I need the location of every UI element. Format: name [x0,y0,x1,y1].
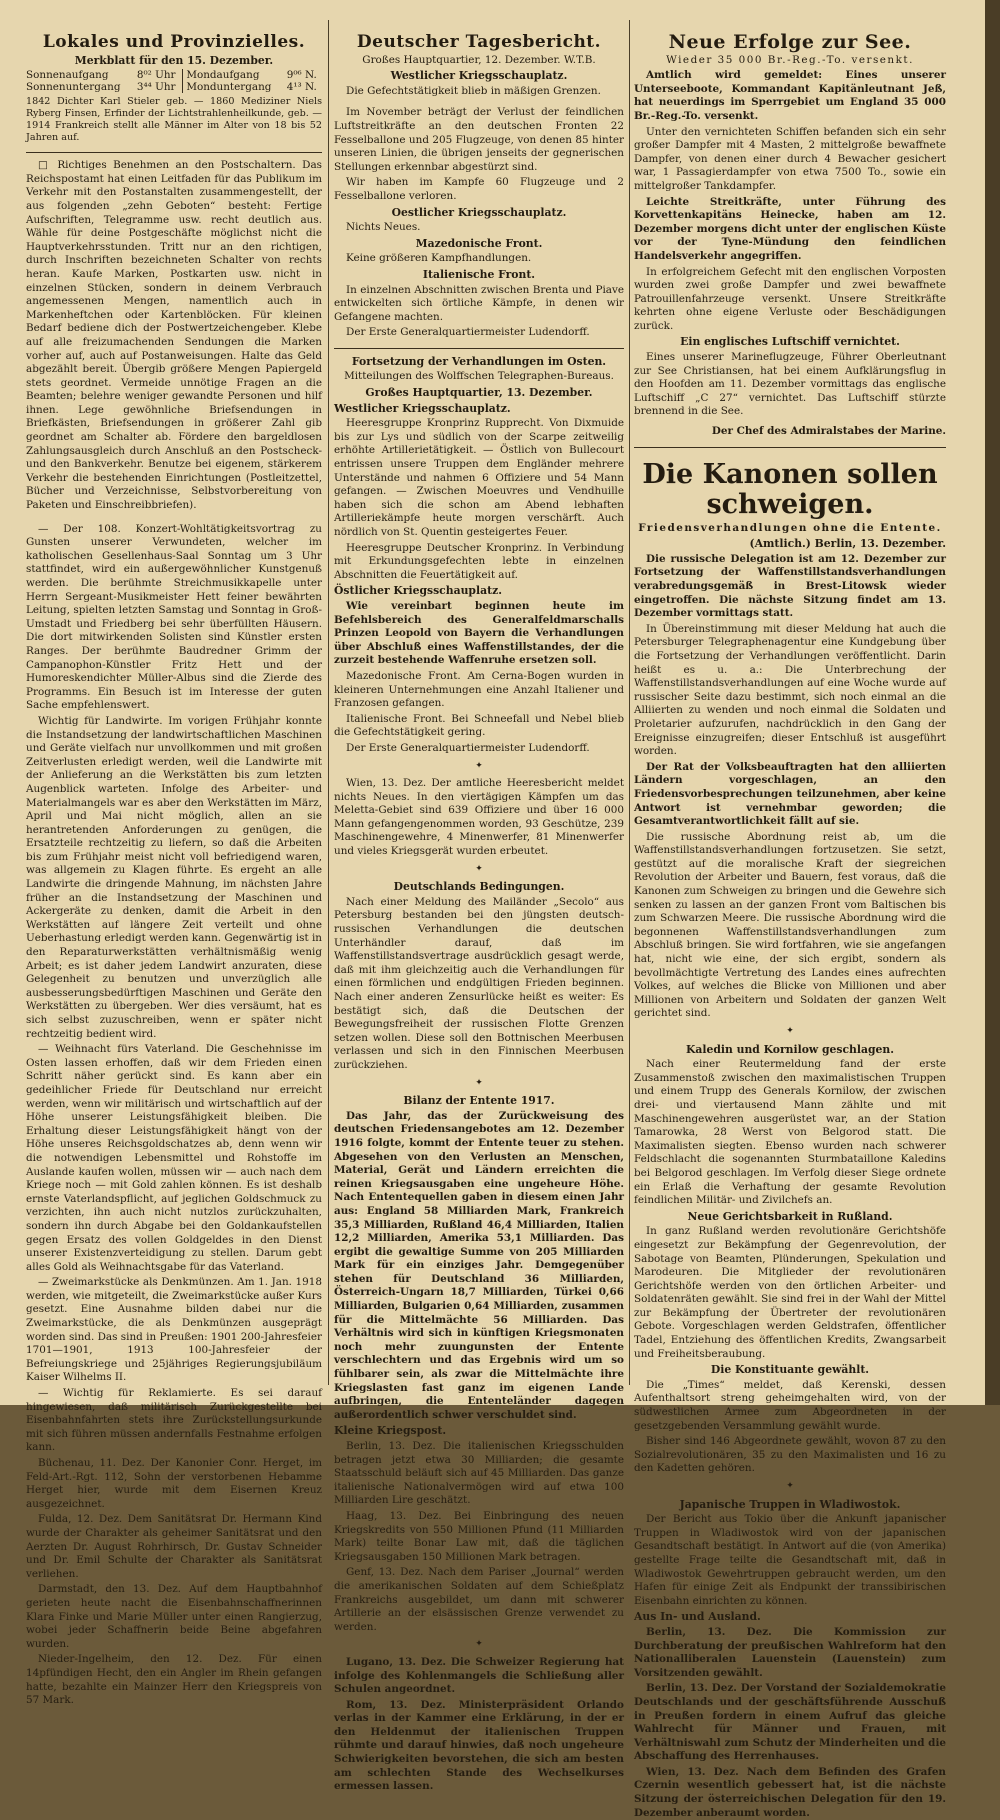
separator-star: ✦ [786,1026,794,1036]
japanese-troops-heading: Japanische Truppen in Wladiwostok. [679,1497,901,1511]
small-war-post-heading: Kleine Kriegspost. [334,1424,447,1438]
article-two-mark-coins: — Zweimarkstücke als Denkmünzen. Am 1. Jan. 1918 werden, wie mitgeteilt, die Zweimarkstücke außer Kurs gesetzt. Eine Ausnahme bilden dabei nur die Zweimarkstücke, die als Denkmünzen ausgeprägt worden sind. Das sind in Preußen: 1901 200-Jahresfeier 1701—1901, 1913 100-Jahresfeier der Befreiungskriege und 25jähriges Regierungsjubiläum Kaiser Wilhelms II. [26,1276,322,1384]
local-news-title: Lokales und Provinzielles. [42,32,306,52]
home-abroad-berlin-1: Berlin, 13. Dez. Die Kommission zur Durchberatung der preußischen Wahlreform hat den Nationalliberalen Lauenstein (Lauenstein) zum Vorsitzenden gewählt. [634,1625,946,1679]
crown-prince-text: Heeresgruppe Deutscher Kronprinz. In Verbindung mit Erkundungsgefechten lebte in einzelnen Abschnitten die Feuertätigkeit auf. [334,541,624,581]
eastern-front-2-heading: Östlicher Kriegsschauplatz. [334,584,502,598]
naval-success-subtitle: Wieder 35 000 Br.-Reg.-To. versenkt. [666,53,914,66]
constituent-text-2: Bisher sind 146 Abgeordnete gewählt, wovon 87 zu den Sozialrevolutionären, 35 zu den Maximalisten und 16 zu den Kadetten gehören. [634,1435,946,1475]
separator-star: ✦ [475,760,483,771]
peoples-council-text: Der Rat der Volksbeauftragten hat den alliierten Ländern vorgeschlagen, an den Friedensvorbesprechungen teilzunehmen, aber keine Antwort ist vernehmbar geworden; die Gesamtverantwortlichkeit fällt auf sie. [634,760,946,828]
italian-front-2-text: Italienische Front. Bei Schneefall und Nebel blieb die Gefechtstätigkeit gering. [334,712,624,739]
petersburg-agency-text: In Übereinstimmung mit dieser Meldung hat auch die Petersburger Telegraphenagentur eine Kundgebung über die Fortsetzung der Verhandlungen veröffentlicht. Darin heißt es u. a.: Die Unterbrechung der Waffenstillstandsverhandlungen auf eine Woche wurde auf russischer Seite dazu bestimmt, sich noch einmal an die Alliierten zu wenden und noch einmal die Soldaten und Proletarier aufzurufen, nachdrücklich in den Gang der Ereignisse einzugreifen; dieser Entschluß ist ausgeführt worden. [634,622,946,758]
own-losses-text: Wir haben im Kampfe 60 Flugzeuge und 2 Fesselballone verloren. [334,176,624,202]
naval-report-raid: Leichte Streitkräfte, unter Führung des Korvettenkapitäns Heinecke, haben am 12. Dezember morgens dicht unter der englischen Küste vor der Tyne-Mündung den feindlichen Handelsverkehr angegriffen. [634,195,946,262]
merkblatt-heading: Merkblatt für den 15. Dezember. [74,53,274,67]
moonrise-label: Mondaufgang [183,69,287,81]
separator-star: ✦ [475,863,483,874]
historical-dates: 1842 Dichter Karl Stieler geb. — 1860 Mediziner Niels Ryberg Finsen, Erfinder der Lichtstrahlenheilkunde, geb. — 1914 Frankreich stellt alle Männer im Alter von 18 bis 52 Jahren auf. [26,96,322,144]
column-local-news [26,18,322,1707]
war-post-rome: Rom, 13. Dez. Ministerpräsident Orlando verlas in der Kammer eine Erklärung, in der er den Heldenmut der italienischen Truppen rühmte und darauf hinwies, daß noch ungeheure Schwierigkeiten bevorstehen, die sich am besten am schlechten Stande des Wechselkurses ermessen lassen. [334,1698,624,1793]
italian-front-heading: Italienische Front. [422,267,536,281]
entente-balance-text: Das Jahr, das der Zurückweisung des deutschen Friedensangebotes am 12. Dezember 1916 folgte, kommt der Entente teuer zu stehen. Abgesehen von den Verlusten an Menschen, Material, Gerät und Ländern erreichten die reinen Kriegsausgaben eine ungeheure Höhe. Nach Ententequellen gaben in diesem einen Jahr aus: England 58 Milliarden Mark, Frankreich 35,3 Milliarden, Rußland 46,4 Milliarden, Italien 12,2 Milliarden, Amerika 53,1 Milliarden. Das ergibt die gewaltige Summe von 205 Milliarden Mark für ein einziges Jahr. Demgegenüber stehen für Deutschland 36 Milliarden, Österreich-Ungarn 18,7 Milliarden, Türkei 0,66 Milliarden, Bulgarien 0,64 Milliarden, zusammen für die Mittelmächte 56 Milliarden. Das Verhältnis wird sich in künftigen Kriegsmonaten noch mehr zuungunsten der Entente verschlechtern und das Ergebnis wird um so fühlbarer sein, als zwar die Mittelmächte ihre Kriegslasten fast ganz im eigenen Lande aufbringen, die Ententeländer dagegen außerordentlich schwer verschuldet sind. [334,1109,624,1421]
november-losses-text: Im November beträgt der Verlust der feindlichen Luftstreitkräfte an den deutschen Fronten 22 Fesselballone und 205 Flugzeuge, von denen 85 hinter unseren Linien, die übrigen jenseits der gegnerischen Stellungen erkennbar abgestürzt sind. [334,106,624,173]
sunset-label: Sonnenuntergang [26,81,121,94]
eastern-front-text: Nichts Neues. [346,221,421,234]
italian-front-text: In einzelnen Abschnitten zwischen Brenta und Piave entwickelten sich örtliche Kämpfe, in denen wir Gefangene machten. [334,283,624,323]
naval-success-title: Neue Erfolge zur See. [668,31,912,53]
vienna-report: Wien, 13. Dez. Der amtliche Heeresbericht meldet nichts Neues. In den viertägigen Kämpfen um das Meletta-Gebiet sind 639 Offiziere und über 16 000 Mann gefangengenommen worden, 93 Geschütze, 239 Maschinengewehre, 4 Minenwerfer, 81 Minenwerfer und vieles Kriegsgerät wurden erbeutet. [334,777,624,858]
separator-star: ✦ [786,1481,794,1491]
section-divider [26,152,322,153]
naval-report-ships: Unter den vernichteten Schiffen befanden sich ein sehr großer Dampfer mit 4 Masten, 2 mittelgroße bewaffnete Dampfer, von denen einer durch 4 Bewacher gesichert war, 1 Passagierdampfer von etwa 7500 To., sowie ein mittelgroßer Tankdampfer. [634,125,946,192]
article-nieder-ingelheim: Nieder-Ingelheim, den 12. Dez. Für einen 14pfündigen Hecht, den ein Angler im Rhein gefangen hatte, bezahlte ein Mainzer Herr den Kriegspreis von 57 Mark. [26,1653,322,1707]
moonset-time: 4¹³ N. [286,81,317,94]
western-front-heading: Westlicher Kriegsschauplatz. [390,69,568,83]
section-divider [334,348,624,349]
eastern-front-heading: Oestlicher Kriegsschauplatz. [391,205,567,219]
column-rule [629,20,630,1385]
western-front-text: Die Gefechtstätigkeit blieb in mäßigen Grenzen. [346,84,601,97]
airship-heading: Ein englisches Luftschiff vernichtet. [680,335,900,349]
kaledin-heading: Kaledin und Kornilow geschlagen. [685,1042,894,1056]
moonrise-time: 9⁰⁶ N. [286,69,317,82]
sunset-time: 3⁴⁴ Uhr [136,81,176,94]
section-divider [634,447,946,448]
article-concert: — Der 108. Konzert-Wohltätigkeitsvortrag zu Gunsten unserer Verwundeten, welcher im katholischen Gesellenhaus-Saal Sonntag um 3 Uhr stattfindet, wird ein außergewöhnlicher Kunstgenuß werden. Die berühmte Streichmusikkapelle unter Herrn Sergeant-Musikmeister Hett feiner bewährten Leitung, spielten letzten Samstag und Sonntag in Groß-Umstadt und Friedberg bei sehr überfüllten Häusern. Die dort mitwirkenden Solisten sind Künstler ersten Ranges. Der berühmte Baudredner Grimm der Campanophon-Künstler Fritz Hett und der Humoreskendichter Müller-Albus sind die Zierde des Programms. Ein Besuch ist im Interesse der guten Sache empfehlenswert. [26,522,322,712]
constituent-heading: Die Konstituante gewählt. [710,1363,870,1377]
naval-report-battle: In erfolgreichem Gefecht mit den englischen Vorposten wurden zwei große Dampfer und zwei bewaffnete Patrouillenfahrzeuge versenkt. Unsere Streitkräfte kehrten ohne eigene Verluste oder Beschädigungen zurück. [634,265,946,332]
home-abroad-vienna: Wien, 13. Dez. Nach dem Befinden des Grafen Czernin wesentlich gebessert hat, ist die nächste Sitzung der österreichischen Delegation für den 19. Dezember anberaumt worden. [634,1765,946,1819]
article-darmstadt: Darmstadt, den 13. Dez. Auf dem Hauptbahnhof gerieten heute nacht die Eisenbahnschaffnerinnen Klara Finke und Marie Müller unter einen Rangierzug, wobei jeder Schaffnerin beide Beine abgefahren wurden. [26,1583,322,1650]
article-buechenau: Büchenau, 11. Dez. Der Kanonier Conr. Herget, im Feld-Art.-Rgt. 112, Sohn der verstorbenen Hebamme Herget hier, wurde mit dem Eisernen Kreuz ausgezeichnet. [26,1457,322,1510]
jurisdiction-heading: Neue Gerichtsbarkeit in Rußland. [687,1209,893,1223]
constituent-text-1: Die „Times“ meldet, daß Kerenski, dessen Aufenthaltsort streng geheimgehalten wird, von der südwestlichen Armee zum Abgeordneten in der gesetzgebenden Versammlung gewählt wurde. [634,1378,946,1432]
almanac-table [26,69,322,93]
column-naval-news [634,18,946,1819]
admiralty-signature: Der Chef des Admiralstabes der Marine. [711,425,946,438]
separator-star: ✦ [475,1077,483,1088]
war-post-haag: Haag, 13. Dez. Bei Einbringung des neuen Kriegskredits von 550 Millionen Pfund (11 Milliarden Mark) teilte Bonar Law mit, daß die täglichen Kriegsausgaben 150 Millionen Mark betragen. [334,1509,624,1563]
macedonian-front-2-text: Mazedonische Front. Am Cerna-Bogen wurden in kleineren Unternehmungen eine Anzahl Italiener und Franzosen gefangen. [334,669,624,710]
naval-report-official: Amtlich wird gemeldet: Eines unserer Unterseeboote, Kommandant Kapitänleutnant Jeß, hat neuerdings im Sperrgebiet um England 35 000 Br.-Reg.-To. versenkt. [634,69,946,122]
war-report-title: Deutscher Tagesbericht. [356,32,602,52]
germany-conditions-text: Nach einer Meldung des Mailänder „Secolo“ aus Petersburg bestanden bei den jüngsten deutsch-russischen Verhandlungen die deutschen Unterhändler darauf, daß im Waffenstillstandsvertrage ausdrücklich gesagt werde, daß mit ihm gleichzeitig auch die Verhandlungen für einen förmlichen und endgültigen Frieden beginnen. Nach einer anderen Zensurlücke heißt es weiter: Es bestätigt sich, daß die Deutschen der Bewegungsfreiheit der russischen Flotte Grenzen setzen wollen. Diese soll den Bottnischen Meerbusen verlassen und sich in den Finnischen Meerbusen zurückziehen. [334,895,624,1071]
article-christmas-gold: — Weihnacht fürs Vaterland. Die Geschehnisse im Osten lassen erhoffen, daß wir dem Frieden einen Schritt näher gerückt sind. Es kann aber ein gedeihlicher Friede für Deutschland nur erreicht werden, wenn wir militärisch und wirtschaftlich auf der Höhe unserer Leistungsfähigkeit bleiben. Die Erhaltung dieser Leistungsfähigkeit hängt von der Höhe unseres Reichsgoldschatzes ab, denn wenn wir die notwendigen Lebensmittel und Rohstoffe im Auslande kaufen wollen, müssen wir — auch nach dem Kriege noch — mit Gold zahlen können. Es ist deshalb ernste Vaterlandspflicht, auf jeglichen Goldschmuck zu verzichten, ihn auch nicht nutzlos zurückzuhalten, sondern ihn durch Abgabe bei den Goldankaufstellen gegen Ersatz des vollen Goldgeldes in den Dienst unserer Existenzverteidigung zu stellen. Darum gebt alles Gold als Weihnachtsgabe für das Vaterland. [26,1043,322,1273]
negotiations-dateline: Großes Hauptquartier, 13. Dezember. [365,386,593,400]
airship-text: Eines unserer Marineflugzeuge, Führer Oberleutnant zur See Christiansen, hat bei einem Aufklärungsflug in den Hoofden am 11. Dezember vormittags das englische Luftschiff „C 27“ vernichtet. Das Luftschiff stürzte brennend in die See. [634,351,946,418]
jurisdiction-text: In ganz Rußland werden revolutionäre Gerichtshöfe eingesetzt zur Bekämpfung der Gegenrevolution, der Sabotage von Beamten, Plünderungen, Spekulation und Marodeuren. Die Mitglieder der revolutionären Gerichtshöfe werden von den örtlichen Arbeiter- und Soldatenräten gewählt. Sie sind frei in der Wahl der Mittel zur Bekämpfung der Übertreter der revolutionären Gebote. Vorgeschlagen werden Geldstrafen, öffentlicher Tadel, Entziehung des öffentlichen Kredits, Zwangsarbeit und Freiheitsberaubung. [634,1225,946,1360]
russian-delegation-text: Die russische Delegation ist am 12. Dezember zur Fortsetzung der Waffenstillstandsverhandlungen verabredungsgemäß in Brest-Litowsk wieder eingetroffen. Die nächste Sitzung findet am 13. Dezember vormittags statt. [634,552,946,620]
kaledin-text: Nach einer Reutermeldung fand der erste Zusammenstoß zwischen den maximalistischen Truppen und einem Trupp des Generals Kornilow, der zwischen drei- und viertausend Mann zählte und mit Maschinengewehren ausgerüstet war, an der Station Tamarowka, 28 Werst von Belgorod statt. Die Maximalisten siegten. Ebenso wurden nach schwerer Feldschlacht die sogenannten Sturmbataillone Kaledins bei Belgorod geschlagen. Im Verfolg dieser Siege ordnete ein Erlaß die Verhaftung der gesamte Revolution feindlichen Militär- und Zivilchefs an. [634,1058,946,1207]
western-front-2-heading: Westlicher Kriegsschauplatz. [334,401,511,415]
signature-ludendorff: Der Erste Generalquartiermeister Ludendorff. [346,326,590,339]
war-post-genf: Genf, 13. Dez. Nach dem Pariser „Journal“ werden die amerikanischen Soldaten auf dem Schießplatz Frankreichs ausgebildet, um dann mit schwerer Artillerie an der elsässischen Grenze verwendet zu werden. [334,1566,624,1633]
eastern-front-2-text: Wie vereinbart beginnen heute im Befehlsbereich des Generalfeldmarschalls Prinzen Leopold von Bayern die Verhandlungen über Abschluß eines Waffenstillstandes, der die zurzeit bestehende Waffenruhe ersetzen soll. [334,599,624,667]
article-reclaimed: — Wichtig für Reklamierte. Es sei darauf hingewiesen, daß militärisch Zurückgestellte bei Eisenbahnfahrten stets ihre Zurückstellungsurkunde mit sich führen müssen andernfalls Festnahme erfolgen kann. [26,1387,322,1454]
cannons-silent-title: Die Kanonen sollen schweigen. [642,458,938,520]
cannons-silent-subtitle: Friedensverhandlungen ohne die Entente. [638,521,942,534]
signature-ludendorff-2: Der Erste Generalquartiermeister Ludendorff. [346,741,590,754]
home-abroad-berlin-2: Berlin, 13. Dez. Der Vorstand der Sozialdemokratie Deutschlands und der geschäftsführende Ausschuß in Preußen fordern in einem Aufruf das gleiche Wahlrecht für Männer und Frauen, mit Verhältniswahl zum Schutz der Minderheiten und die Abschaffung des Herrenhauses. [634,1682,946,1763]
separator-star: ✦ [475,1639,483,1650]
article-fulda: Fulda, 12. Dez. Dem Sanitätsrat Dr. Hermann Kind wurde der Charakter als geheimer Sanitätsrat und den Aerzten Dr. August Rohrhirsch, Dr. Gustav Schneider und Dr. Emil Schulte der Charakter als Sanitätsrat verliehen. [26,1513,322,1580]
macedonian-front-text: Keine größeren Kampfhandlungen. [346,252,532,265]
article-post-etiquette: □ Richtiges Benehmen an den Postschaltern. Das Reichspostamt hat einen Leitfaden für das Publikum im Verkehr mit den Postanstalten zusammengestellt, der aus folgenden „zehn Geboten“ besteht: Fertige Aufschriften, Telegramme usw. recht deutlich aus. Wähle für deine Postgeschäfte möglichst nicht die Hauptverkehrsstunden. Tritt nur an den richtigen, durch Inschriften bezeichneten Schalter von rechts heran. Kaufe Marken, Postkarten usw. nicht in einzelnen Stücken, sondern in deinem Verbrauch angemessenen Mengen, namentlich auch in Markenheftchen oder Kartenblöcken. Für kleinen Bedarf bediene dich der Postwertzeichengeber. Klebe auf alle freizumachenden Sendungen die Marken vorher auf, auch auf Postanweisungen. Halte das Geld abgezählt bereit. Übergib größere Mengen Papiergeld stets geordnet. Vermeide unnötige Fragen an die Beamten; belehre weniger gewandte Personen und hilf ihnen. Lege gewöhnliche Briefsendungen in Briefkästen, Briefsendungen in größerer Zahl gib geordnet am Schalter ab. Fördere den bargeldlosen Zahlungsausgleich durch Anschluß an den Postscheck- und den Bankverkehr. Benutze bei eigenem, stärkerem Verkehr die bestehenden Einrichtungen (Postleitzettel, Bücher und Verzeichnisse, Selbstvorbereitung von Paketen und Einschreibbriefen). [26,159,322,512]
column-war-report [334,18,624,1793]
binding-edge [985,0,1000,1405]
home-abroad-heading: Aus In- und Ausland. [634,1610,761,1624]
moonset-label: Monduntergang [183,81,287,93]
russian-delegation-departs-text: Die russische Abordnung reist ab, um die Waffenstillstandsverhandlungen fortzusetzen. Sie setzt, gestützt auf die moralische Kraft der siegreichen Revolution der Arbeiter und Bauern, fest voraus, daß die Kanonen zum Schweigen zu bringen und die Gewehre sich senken zu lassen an der ganzen Front vom Baltischen bis zum Schwarzen Meere. Die russische Abordnung wird die begonnenen Waffenstillstandsverhandlungen zum Abschluß bringen. Sie wird fortfahren, wie sie angefangen hat, nicht wie eine, der sich ergibt, sondern als bevollmächtigte Vertretung des Landes eines aufrechten Volkes, auf welches die Blicke von Millionen und aber Millionen von Arbeitern und Soldaten der ganzen Welt gerichtet sind. [634,830,946,1020]
negotiations-source: Mitteilungen des Wolffschen Telegraphen-Bureaus. [344,370,614,383]
negotiations-heading: Fortsetzung der Verhandlungen im Osten. [351,354,607,368]
sunrise-label: Sonnenaufgang [26,69,109,82]
western-front-2-text: Heeresgruppe Kronprinz Rupprecht. Von Dixmuide bis zur Lys und südlich von der Scarpe zeitweilig erhöhte Artillerietätigkeit. — Östlich von Bullecourt entrissen unsere Truppen dem Engländer mehrere Unterstände und nahmen 6 Offiziere und 54 Mann gefangen. — Zwischen Moeuvres und Vendhuille haben sich die schon am Abend lebhaften Artilleriekämpfe heute morgen verschärft. Auch nördlich von St. Quentin gesteigertes Feuer. [334,417,624,538]
column-rule [328,20,329,1385]
war-post-berlin: Berlin, 13. Dez. Die italienischen Kriegsschulden betragen jetzt etwa 30 Milliarden; die gesamte Staatsschuld beläuft sich auf 45 Milliarden. Das ganze italienische Nationalvermögen wird auf etwa 100 Milliarden Lire geschätzt. [334,1440,624,1507]
cannons-silent-dateline: (Amtlich.) Berlin, 13. Dezember. [749,537,946,551]
sunrise-time: 8⁰² Uhr [136,69,176,82]
japanese-troops-text: Der Bericht aus Tokio über die Ankunft japanischer Truppen in Wladiwostok wird von der japanischen Gesandtschaft bestätigt. In Antwort auf die (von Amerika) gestellte Frage teilte die Gesandtschaft mit, daß in Wladiwostok Gewehrtruppen gebraucht werden, um den Hafen für einige Zeit als Endpunkt der transsibirischen Eisenbahn einrichten zu können. [634,1513,946,1607]
germany-conditions-heading: Deutschlands Bedingungen. [393,880,565,894]
entente-balance-heading: Bilanz der Entente 1917. [403,1094,555,1108]
war-report-dateline: Großes Hauptquartier, 12. Dezember. W.T.B. [362,53,596,66]
article-farmers: Wichtig für Landwirte. Im vorigen Frühjahr konnte die Instandsetzung der landwirtschaftlichen Maschinen und Geräte vielfach nur unvollkommen und mit großen Zeitverlusten erledigt werden, weil die Landwirte mit der Anlieferung an die Werkstätten bis zum letzten Augenblick warteten. Infolge des Arbeiter- und Materialmangels war es aber den Werkstätten im März, April und Mai nicht möglich, allen an sie herantretenden Anforderungen zu genügen, die Ersatzteile rechtzeitig zu liefern, so daß die Arbeiten bis zum Frühjahr meist nicht voll befriedigend waren, was allgemein zu Klagen führte. Es ergeht an alle Landwirte die dringende Mahnung, im nächsten Jahre früher an die Instandsetzung der Maschinen und Ackergeräte zu denken, damit die Arbeit in den Werkstätten auf längere Zeit verteilt und ohne Ueberhastung erledigt werden kann. Gegenwärtig ist in den Reparaturwerkstätten verhältnismäßig wenig Arbeit; es ist daher jedem Landwirt anzuraten, diese Gelegenheit zu benutzen und unverzüglich alle ausbesserungsbedürftigen Maschinen und Geräte den Werkstätten zu übergeben. Wer dies versäumt, hat es sich selbst zuzuschreiben, wenn er später nicht rechtzeitig bedient wird. [26,714,322,1040]
war-post-lugano: Lugano, 13. Dez. Die Schweizer Regierung hat infolge des Kohlenmangels die Schließung aller Schulen angeordnet. [334,1655,624,1696]
macedonian-front-heading: Mazedonische Front. [415,236,543,250]
